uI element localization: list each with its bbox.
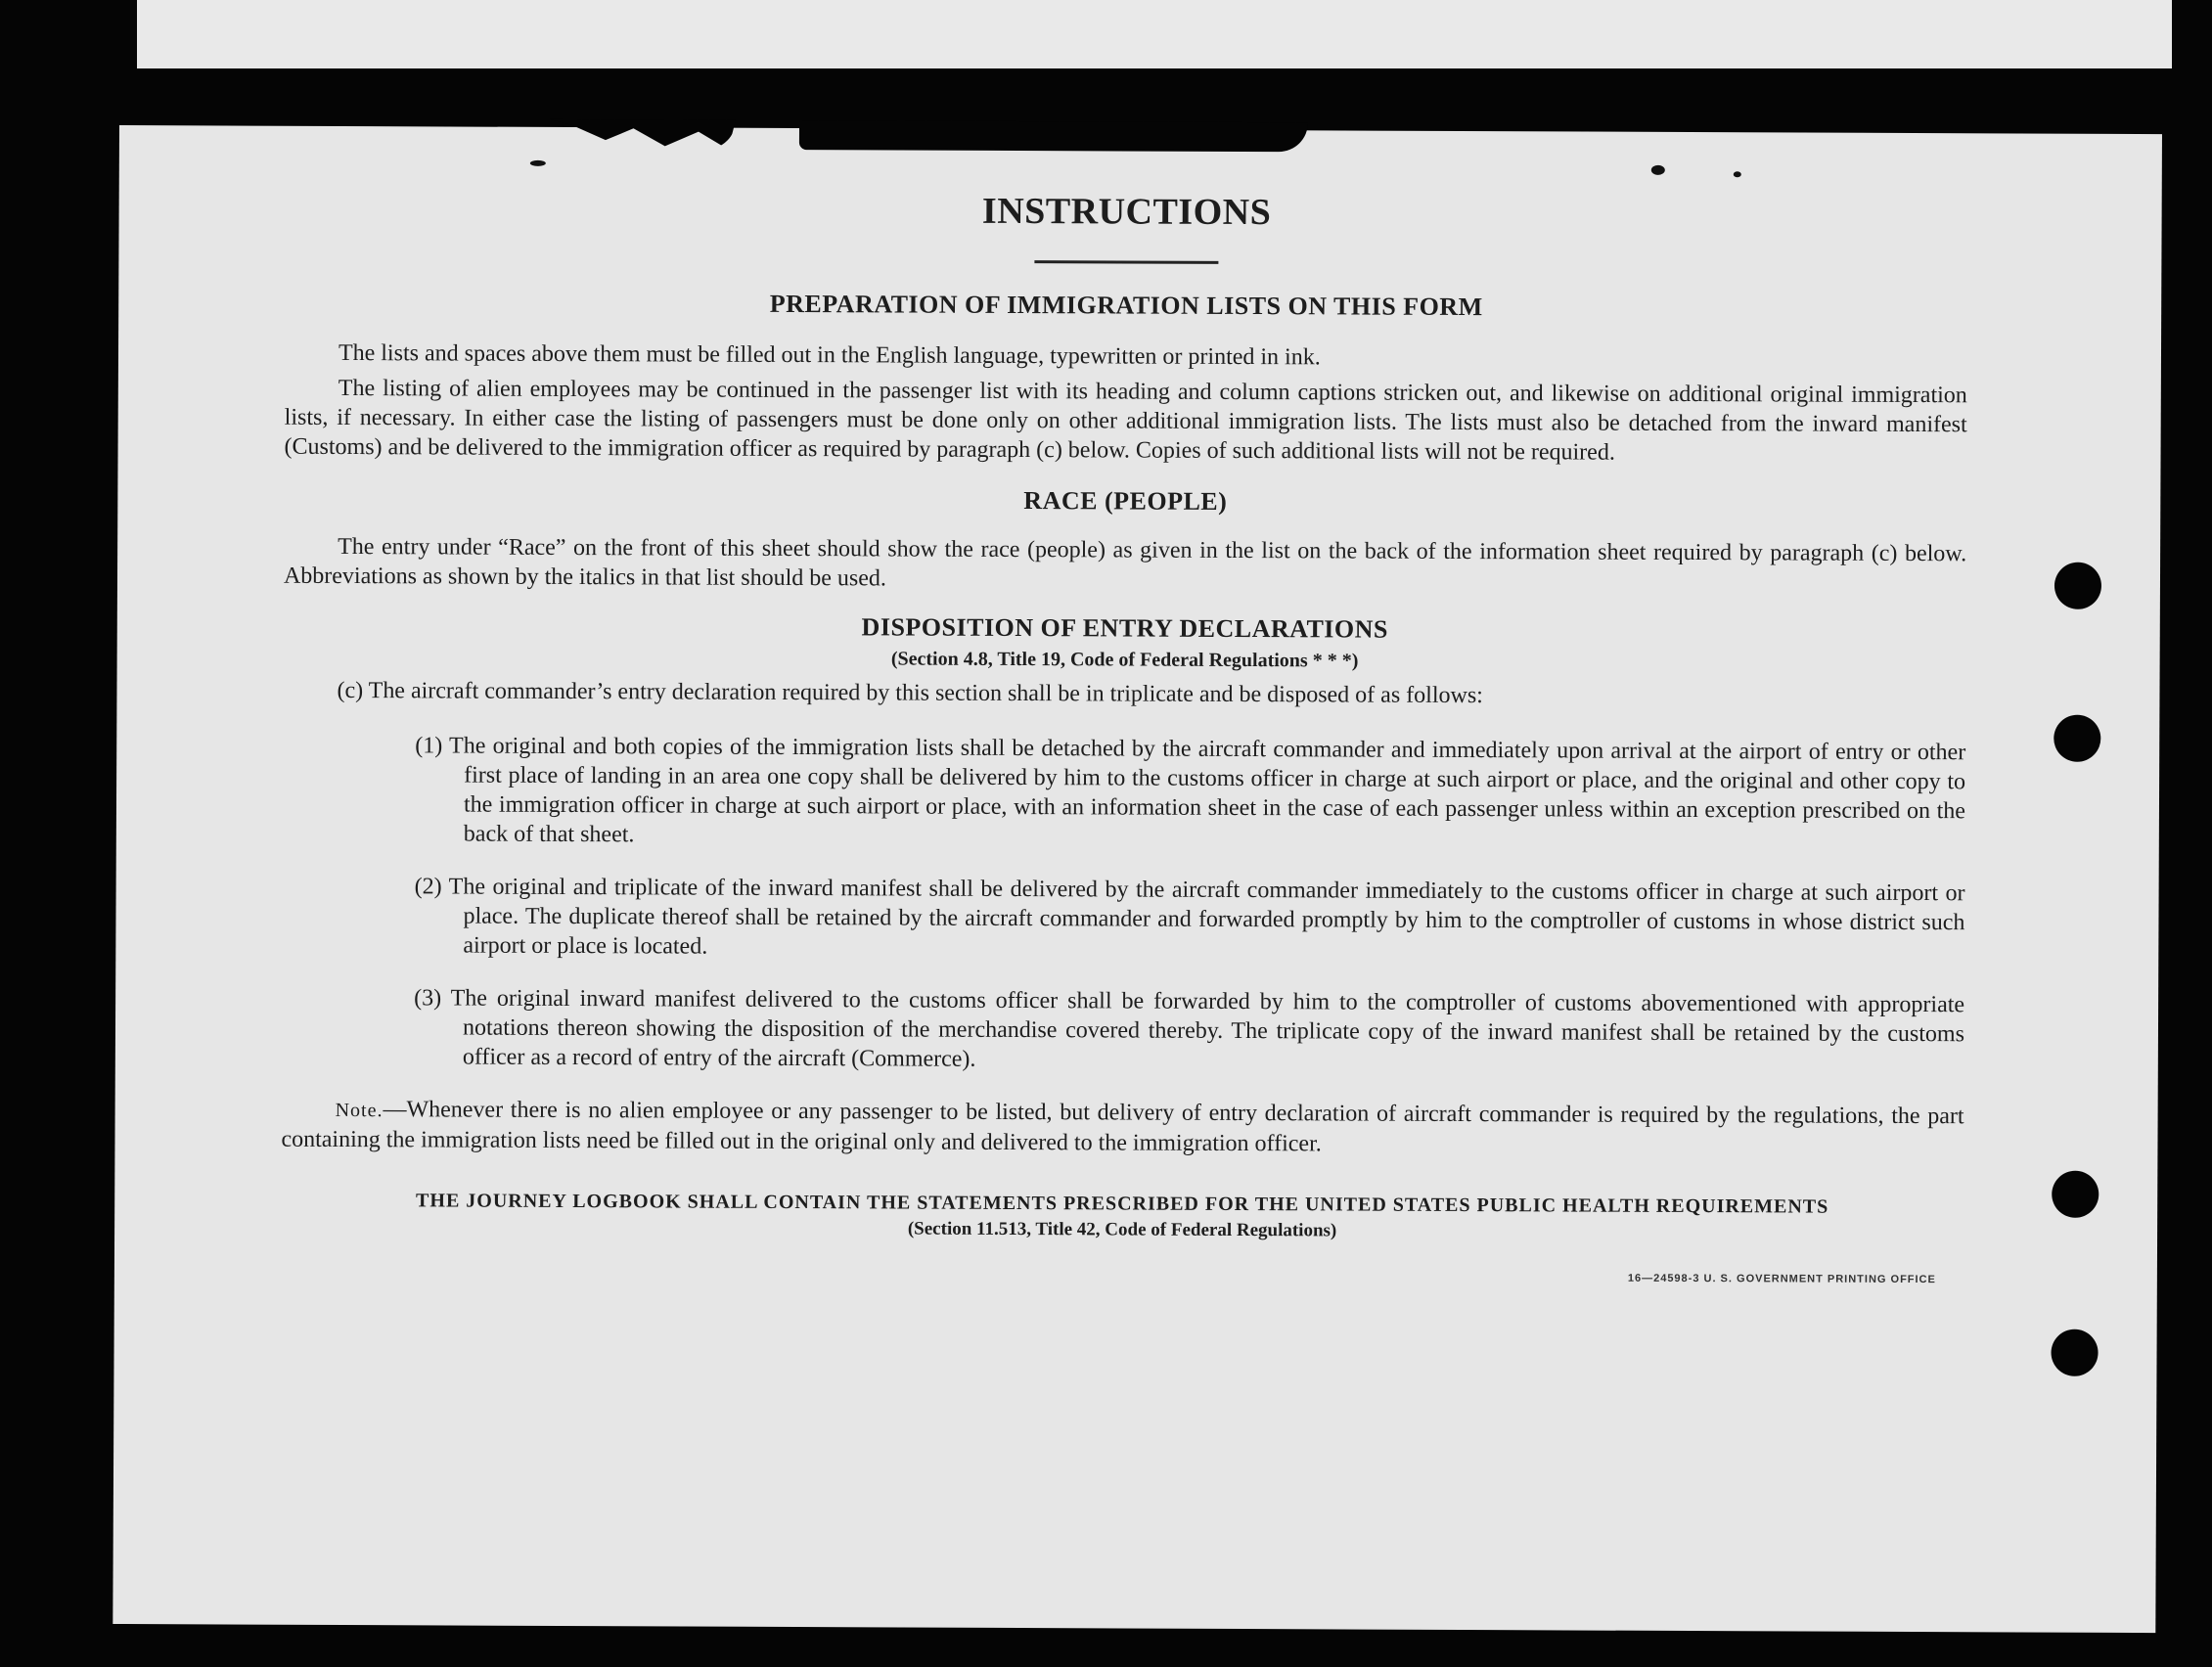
binder-hole bbox=[2052, 1171, 2099, 1218]
public-health-citation: (Section 11.513, Title 42, Code of Federal Regulations) bbox=[907, 1218, 1337, 1241]
binder-hole bbox=[2051, 1329, 2098, 1376]
document-page bbox=[113, 125, 2162, 1633]
title-rule bbox=[1034, 260, 1218, 264]
disposition-paragraph-c: (c) The aircraft commander’s entry declaration required by this section shall be in triplicate and be disposed of as follows: bbox=[337, 677, 1483, 709]
preparation-heading: PREPARATION OF IMMIGRATION LISTS ON THIS FORM bbox=[769, 289, 1483, 322]
disposition-item-1: (1) The original and both copies of the immigration lists shall be detached by the aircraft commander and immediately upon arrival at the airport of entry or other first place of landing in an area one copy shall be delivered by him to the customs officer in charge at such airport or place, and the original and other copy to the immigration officer in charge at such airport or place, with an information sheet in the case of each passenger unless within an exception prescribed on the back of that sheet. bbox=[415, 733, 1966, 848]
public-health-statement: THE JOURNEY LOGBOOK SHALL CONTAIN THE STATEMENTS PRESCRIBED FOR THE UNITED STATES PUBLIC HEALTH REQUIREMENTS bbox=[416, 1190, 1829, 1218]
binder-hole bbox=[2054, 715, 2100, 762]
race-paragraph: The entry under “Race” on the front of this sheet should show the race (people) as given in the list on the back of the information sheet required by paragraph (c) below. Abbreviations as shown by the italics in that list should be used. bbox=[283, 533, 1967, 592]
note-text: —Whenever there is no alien employee or any passenger to be listed, but delivery of entry declaration of aircraft commander is required by the regulations, the part containing the immigration lists need be filled out in the original only and delivered to the immigration officer. bbox=[281, 1097, 1964, 1157]
speck bbox=[1651, 165, 1665, 175]
instructions-content bbox=[281, 187, 1968, 1285]
note-label: Note. bbox=[335, 1099, 384, 1122]
preparation-paragraph-2: The listing of alien employees may be continued in the passenger list with its heading and column captions stricken out, and likewise on additional original immigration lists, if necessary. In either case the listing of passengers must be done only on other additional immigration lists. The lists must also be detached from the inward manifest (Customs) and be delivered to the immigration officer as required by paragraph (c) below. Copies of such additional lists will not be required. bbox=[284, 375, 1967, 466]
disposition-item-3: (3) The original inward manifest delivered to the customs officer shall be forwarded by him to the comptroller of customs abovementioned with appropriate notations thereon showing the disposition of the merchandise covered thereby. The triplicate copy of the inward manifest shall be retained by the customs officer as a record of entry of the aircraft (Commerce). bbox=[414, 985, 1965, 1072]
torn-edge bbox=[799, 120, 1308, 152]
speck bbox=[1734, 171, 1741, 177]
page-title: INSTRUCTIONS bbox=[981, 190, 1272, 234]
top-sheet-edge bbox=[137, 0, 2172, 68]
disposition-citation: (Section 4.8, Title 19, Code of Federal Regulations * * *) bbox=[890, 648, 1359, 672]
torn-edge bbox=[550, 119, 736, 150]
disposition-item-2: (2) The original and triplicate of the inward manifest shall be delivered by the aircraft commander immediately to the customs officer in charge at such airport or place. The duplicate thereof shall be retained by the aircraft commander and forwarded promptly by him to the comptroller of customs in whose district such airport or place is located. bbox=[414, 874, 1965, 960]
race-heading: RACE (PEOPLE) bbox=[1023, 486, 1228, 516]
disposition-heading: DISPOSITION OF ENTRY DECLARATIONS bbox=[861, 612, 1388, 644]
printing-office-code: 16—24598-3 U. S. GOVERNMENT PRINTING OFFICE bbox=[1627, 1272, 1936, 1286]
binder-hole bbox=[2054, 563, 2101, 609]
speck bbox=[530, 160, 546, 166]
preparation-paragraph-1: The lists and spaces above them must be filled out in the English language, typewritten or printed in ink. bbox=[338, 339, 1321, 371]
note-paragraph bbox=[281, 1095, 1964, 1162]
